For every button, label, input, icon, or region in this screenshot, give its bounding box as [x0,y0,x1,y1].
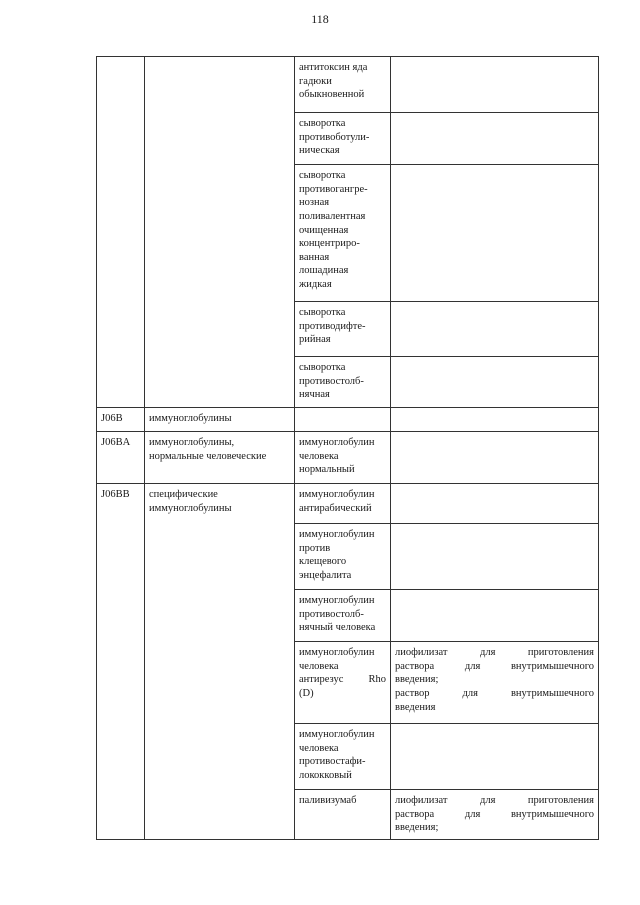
page-number: 118 [311,12,329,26]
group-cell: иммуноглобулины [145,408,295,432]
drug-name-cell: паливизумаб [295,790,391,840]
dosage-form-cell [391,432,599,484]
dosage-form-cell: лиофилизат для приготовления раствора для внутримышечного введения; раствор для внутримышечного введения [391,642,599,724]
table-row [97,57,599,113]
drug-name-cell [295,408,391,432]
drug-name-cell: сыворотка противоботули- ническая [295,113,391,165]
code-cell [97,57,145,408]
drug-name-cell: иммуноглобулин против клещевого энцефалита [295,524,391,590]
drug-name-cell: иммуноглобулин человека антирезус Rho (D) [295,642,391,724]
medicines-table [96,56,599,840]
dosage-form-cell [391,524,599,590]
group-cell: иммуноглобулины, нормальные человеческие [145,432,295,484]
code-cell: J06BA [97,432,145,484]
dosage-form-cell [391,357,599,408]
dosage-form-cell: лиофилизат для приготовления раствора для внутримышечного введения; [391,790,599,840]
group-cell: специфические иммуноглобулины [145,484,295,840]
code-cell: J06BB [97,484,145,840]
drug-name-cell: иммуноглобулин антирабический [295,484,391,524]
table-row [97,484,599,524]
table-row [97,432,599,484]
drug-name-cell: антитоксин яда гадюки обыкновенной [295,57,391,113]
drug-name-cell: сыворотка противостолб- нячная [295,357,391,408]
dosage-form-cell [391,165,599,302]
drug-name-cell: иммуноглобулин человека нормальный [295,432,391,484]
drug-name-cell: иммуноглобулин человека противостафи- лококковый [295,724,391,790]
dosage-form-cell [391,408,599,432]
drug-name-cell: сыворотка противодифте- рийная [295,302,391,357]
dosage-form-cell [391,484,599,524]
dosage-form-cell [391,590,599,642]
drug-name-cell: сыворотка противогангре- нозная поливалентная очищенная концентриро- ванная лошадиная жидкая [295,165,391,302]
dosage-form-cell [391,302,599,357]
code-cell: J06B [97,408,145,432]
dosage-form-cell [391,724,599,790]
table-row [97,408,599,432]
dosage-form-cell [391,113,599,165]
dosage-form-cell [391,57,599,113]
drug-name-cell: иммуноглобулин противостолб- нячный человека [295,590,391,642]
group-cell [145,57,295,408]
